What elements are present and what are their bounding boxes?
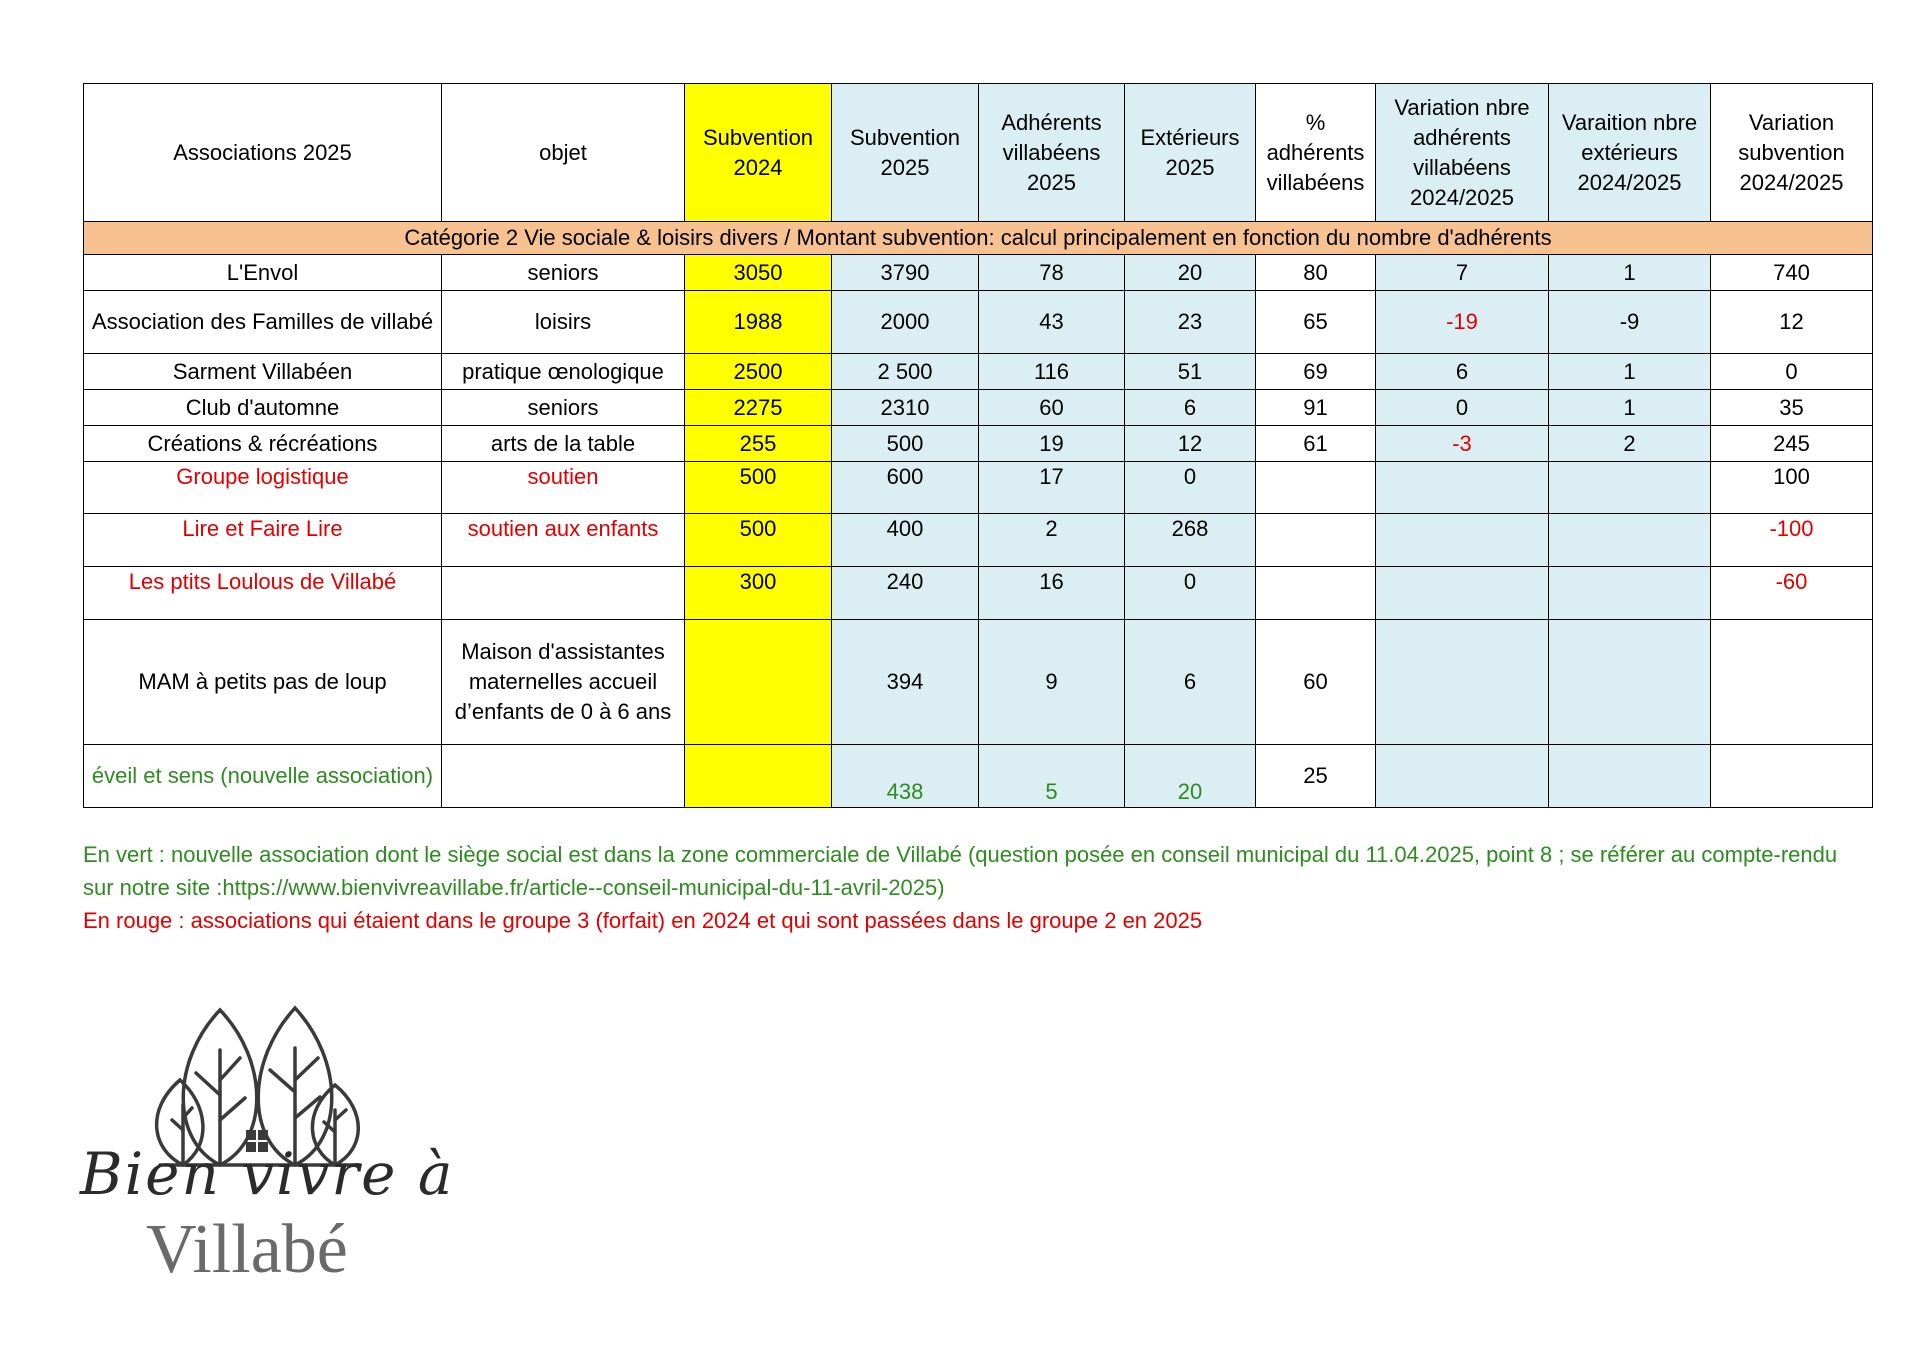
cell-var-sub: 12 (1711, 291, 1873, 354)
cell-adh: 17 (979, 462, 1125, 514)
cell-name: Lire et Faire Lire (84, 514, 442, 567)
cell-sub2025: 2000 (832, 291, 979, 354)
cell-name: Club d'automne (84, 390, 442, 426)
logo-brand: Villabé (146, 1211, 348, 1288)
cell-var-ext (1549, 514, 1711, 567)
cell-objet: pratique œnologique (442, 354, 685, 390)
cell-pct: 65 (1256, 291, 1376, 354)
cell-sub2025: 240 (832, 567, 979, 620)
cell-sub2024 (685, 745, 832, 808)
cell-sub2025: 2 500 (832, 354, 979, 390)
cell-name: Créations & récréations (84, 426, 442, 462)
cell-var-sub: 0 (1711, 354, 1873, 390)
logo-script: Bien vivre à (80, 1140, 455, 1208)
cell-name: Association des Familles de villabé (84, 291, 442, 354)
cell-sub2025: 2310 (832, 390, 979, 426)
cell-adh: 116 (979, 354, 1125, 390)
cell-var-sub: 245 (1711, 426, 1873, 462)
header-objet: objet (442, 84, 685, 222)
category-row (84, 222, 1873, 255)
note-red: En rouge : associations qui étaient dans le groupe 3 (forfait) en 2024 et qui sont passées dans le groupe 2 en 2025 (83, 908, 1203, 933)
header-pct-adherents: % adhérents villabéens (1256, 84, 1376, 222)
cell-ext: 20 (1125, 255, 1256, 291)
cell-name: Sarment Villabéen (84, 354, 442, 390)
table-row (84, 514, 1873, 567)
cell-var-ext (1549, 567, 1711, 620)
cell-adh: 2 (979, 514, 1125, 567)
cell-adh: 16 (979, 567, 1125, 620)
cell-var-ext (1549, 620, 1711, 745)
cell-var-adh: 0 (1376, 390, 1549, 426)
table-row (84, 291, 1873, 354)
cell-sub2024: 500 (685, 514, 832, 567)
cell-var-ext: 1 (1549, 255, 1711, 291)
cell-objet (442, 567, 685, 620)
table-row (84, 255, 1873, 291)
cell-adh: 9 (979, 620, 1125, 745)
header-subvention-2025: Subvention 2025 (832, 84, 979, 222)
cell-var-sub (1711, 620, 1873, 745)
header-variation-exterieurs: Varaition nbre extérieurs 2024/2025 (1549, 84, 1711, 222)
cell-sub2024: 500 (685, 462, 832, 514)
cell-var-adh (1376, 745, 1549, 808)
cell-sub2024: 1988 (685, 291, 832, 354)
cell-sub2024 (685, 620, 832, 745)
cell-name: Les ptits Loulous de Villabé (84, 567, 442, 620)
cell-pct (1256, 567, 1376, 620)
cell-sub2024: 300 (685, 567, 832, 620)
table-row (84, 567, 1873, 620)
cell-objet: loisirs (442, 291, 685, 354)
cell-ext: 23 (1125, 291, 1256, 354)
cell-sub2024: 3050 (685, 255, 832, 291)
cell-var-adh: 6 (1376, 354, 1549, 390)
cell-var-sub: -100 (1711, 514, 1873, 567)
cell-ext: 6 (1125, 620, 1256, 745)
cell-sub2025: 438 (832, 745, 979, 808)
cell-var-adh: 7 (1376, 255, 1549, 291)
cell-ext: 12 (1125, 426, 1256, 462)
logo (80, 1000, 455, 1290)
cell-name: MAM à petits pas de loup (84, 620, 442, 745)
header-variation-adherents: Variation nbre adhérents villabéens 2024/2025 (1376, 84, 1549, 222)
cell-var-ext: -9 (1549, 291, 1711, 354)
header-exterieurs: Extérieurs 2025 (1125, 84, 1256, 222)
cell-adh: 60 (979, 390, 1125, 426)
cell-sub2024: 2275 (685, 390, 832, 426)
cell-ext: 268 (1125, 514, 1256, 567)
cell-pct: 25 (1256, 745, 1376, 808)
cell-ext: 6 (1125, 390, 1256, 426)
cell-ext: 51 (1125, 354, 1256, 390)
cell-var-sub: -60 (1711, 567, 1873, 620)
cell-var-sub: 100 (1711, 462, 1873, 514)
cell-objet: Maison d'assistantes maternelles accueil d’enfants de 0 à 6 ans (442, 620, 685, 745)
cell-ext: 20 (1125, 745, 1256, 808)
table-row (84, 390, 1873, 426)
cell-var-ext (1549, 462, 1711, 514)
cell-var-ext: 1 (1549, 390, 1711, 426)
table-row (84, 354, 1873, 390)
cell-sub2025: 3790 (832, 255, 979, 291)
cell-var-sub: 35 (1711, 390, 1873, 426)
header-subvention-2024: Subvention 2024 (685, 84, 832, 222)
header-variation-subvention: Variation subvention 2024/2025 (1711, 84, 1873, 222)
header-adherents: Adhérents villabéens 2025 (979, 84, 1125, 222)
cell-objet: seniors (442, 255, 685, 291)
cell-adh: 78 (979, 255, 1125, 291)
cell-objet: seniors (442, 390, 685, 426)
cell-sub2024: 2500 (685, 354, 832, 390)
cell-objet: soutien aux enfants (442, 514, 685, 567)
table-row (84, 426, 1873, 462)
cell-var-ext: 2 (1549, 426, 1711, 462)
cell-name: éveil et sens (nouvelle association) (84, 745, 442, 808)
cell-objet: arts de la table (442, 426, 685, 462)
header-associations: Associations 2025 (84, 84, 442, 222)
cell-pct: 91 (1256, 390, 1376, 426)
cell-var-adh: -3 (1376, 426, 1549, 462)
cell-pct: 69 (1256, 354, 1376, 390)
cell-var-ext (1549, 745, 1711, 808)
table-row (84, 745, 1873, 808)
subsidies-table (83, 83, 1873, 808)
note-green: En vert : nouvelle association dont le siège social est dans la zone commerciale de Villabé (question posée en conseil municipal du 11.04.2025, point 8 ; se référer au compte-rendu sur notre site :https://www.bienvivreavillabe.fr/article--conseil-municipal-du-11-avril-2025) (83, 842, 1838, 900)
cell-var-adh (1376, 462, 1549, 514)
notes (83, 838, 1843, 937)
cell-sub2025: 500 (832, 426, 979, 462)
category-label: Catégorie 2 Vie sociale & loisirs divers / Montant subvention: calcul principalement en fonction du nombre d'adhérents (84, 222, 1873, 255)
cell-ext: 0 (1125, 462, 1256, 514)
cell-adh: 19 (979, 426, 1125, 462)
table-row (84, 620, 1873, 745)
cell-sub2025: 600 (832, 462, 979, 514)
cell-var-sub (1711, 745, 1873, 808)
cell-adh: 5 (979, 745, 1125, 808)
cell-var-adh (1376, 620, 1549, 745)
cell-objet: soutien (442, 462, 685, 514)
cell-sub2024: 255 (685, 426, 832, 462)
cell-adh: 43 (979, 291, 1125, 354)
cell-var-adh (1376, 567, 1549, 620)
table-row (84, 462, 1873, 514)
cell-var-adh (1376, 514, 1549, 567)
cell-ext: 0 (1125, 567, 1256, 620)
cell-sub2025: 394 (832, 620, 979, 745)
cell-pct: 61 (1256, 426, 1376, 462)
cell-pct: 60 (1256, 620, 1376, 745)
cell-sub2025: 400 (832, 514, 979, 567)
cell-var-sub: 740 (1711, 255, 1873, 291)
cell-var-adh: -19 (1376, 291, 1549, 354)
cell-pct (1256, 514, 1376, 567)
cell-objet (442, 745, 685, 808)
cell-pct: 80 (1256, 255, 1376, 291)
cell-name: L'Envol (84, 255, 442, 291)
header-row (84, 84, 1873, 222)
cell-pct (1256, 462, 1376, 514)
cell-name: Groupe logistique (84, 462, 442, 514)
cell-var-ext: 1 (1549, 354, 1711, 390)
